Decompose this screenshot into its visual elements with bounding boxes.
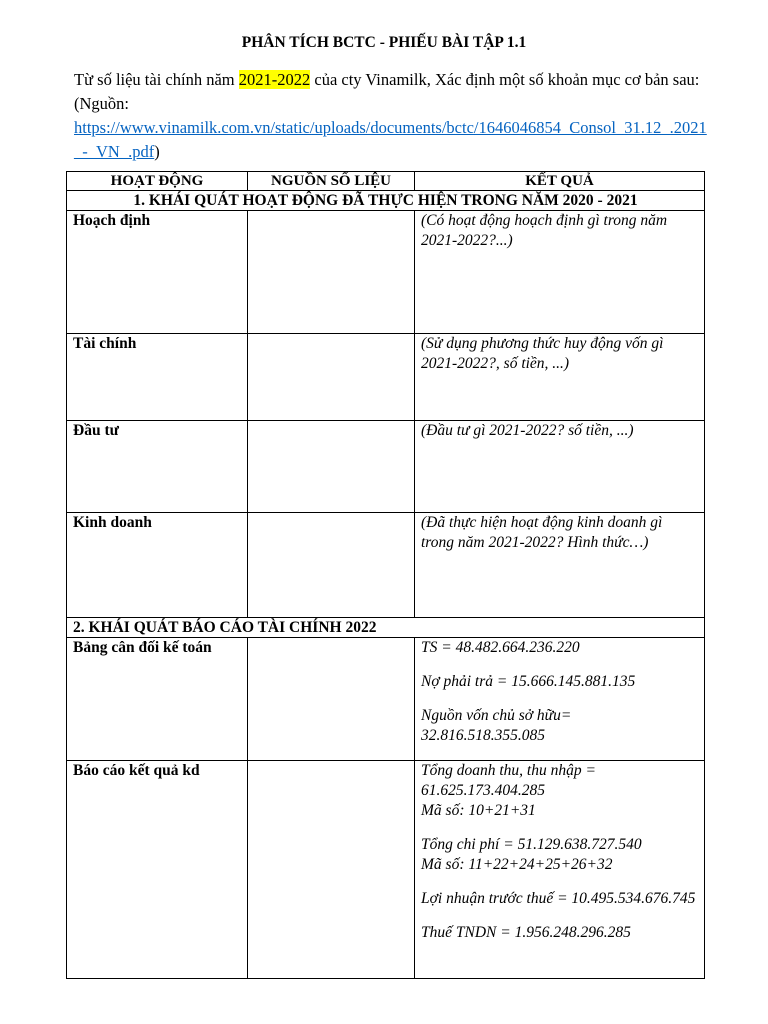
section-1-row <box>67 191 705 211</box>
result-cell[interactable] <box>415 638 705 761</box>
result-line: Lợi nhuận trước thuế = 10.495.534.676.745 <box>421 890 696 907</box>
source-cell[interactable] <box>248 421 415 513</box>
result-cell[interactable]: (Đầu tư gì 2021-2022? số tiền, ...) <box>415 421 705 513</box>
table-row <box>67 211 705 334</box>
result-line: Tổng doanh thu, thu nhập = 61.625.173.404.285 <box>421 762 596 799</box>
source-cell[interactable] <box>248 334 415 421</box>
header-source: NGUỒN SỐ LIỆU <box>248 172 415 191</box>
header-result: KẾT QUẢ <box>415 172 705 191</box>
source-cell[interactable] <box>248 638 415 761</box>
source-cell[interactable] <box>248 761 415 979</box>
intro-text: Từ số liệu tài chính năm <box>74 70 239 89</box>
result-cell[interactable]: (Có hoạt động hoạch định gì trong năm 2021-2022?...) <box>415 211 705 334</box>
row-label: Tài chính <box>67 334 248 421</box>
intro-paragraph <box>74 68 714 164</box>
result-line: Mã số: 10+21+31 <box>421 802 536 819</box>
result-cell[interactable]: (Đã thực hiện hoạt động kinh doanh gì trong năm 2021-2022? Hình thức…) <box>415 513 705 618</box>
result-cell[interactable] <box>415 761 705 979</box>
row-label: Báo cáo kết quả kd <box>67 761 248 979</box>
header-row <box>67 172 705 191</box>
table-row <box>67 638 705 761</box>
table-row <box>67 513 705 618</box>
table-row <box>67 761 705 979</box>
header-activity: HOẠT ĐỘNG <box>67 172 248 191</box>
result-line: Tổng chi phí = 51.129.638.727.540 <box>421 836 642 853</box>
row-label: Bảng cân đối kế toán <box>67 638 248 761</box>
result-line: Nguồn vốn chủ sở hữu= 32.816.518.355.085 <box>421 707 572 744</box>
intro-text-cont: của cty Vinamilk, Xác định một số khoản mục cơ bản sau: (Nguồn: <box>74 70 700 113</box>
row-label: Hoạch định <box>67 211 248 334</box>
document-title: PHÂN TÍCH BCTC - PHIẾU BÀI TẬP 1.1 <box>241 34 527 51</box>
table-row <box>67 334 705 421</box>
highlighted-year: 2021-2022 <box>238 70 311 89</box>
source-cell[interactable] <box>248 211 415 334</box>
section-2-row <box>67 618 705 638</box>
intro-close: ) <box>154 142 160 161</box>
result-line: Nợ phải trả = 15.666.145.881.135 <box>421 673 636 690</box>
row-label: Kinh doanh <box>67 513 248 618</box>
worksheet-table <box>66 171 705 979</box>
table-row <box>67 421 705 513</box>
row-label: Đầu tư <box>67 421 248 513</box>
source-cell[interactable] <box>248 513 415 618</box>
source-link[interactable]: https://www.vinamilk.com.vn/static/uploads/documents/bctc/1646046854_Consol_31.12_.2021_-_VN_.pdf <box>74 118 707 161</box>
result-line: Mã số: 11+22+24+25+26+32 <box>421 856 613 873</box>
section-2-title: 2. KHÁI QUÁT BÁO CÁO TÀI CHÍNH 2022 <box>67 618 705 638</box>
result-line: TS = 48.482.664.236.220 <box>421 639 580 656</box>
result-cell[interactable]: (Sử dụng phương thức huy động vốn gì 2021-2022?, số tiền, ...) <box>415 334 705 421</box>
section-1-title: 1. KHÁI QUÁT HOẠT ĐỘNG ĐÃ THỰC HIỆN TRONG NĂM 2020 - 2021 <box>67 191 705 211</box>
result-line: Thuế TNDN = 1.956.248.296.285 <box>421 924 631 941</box>
